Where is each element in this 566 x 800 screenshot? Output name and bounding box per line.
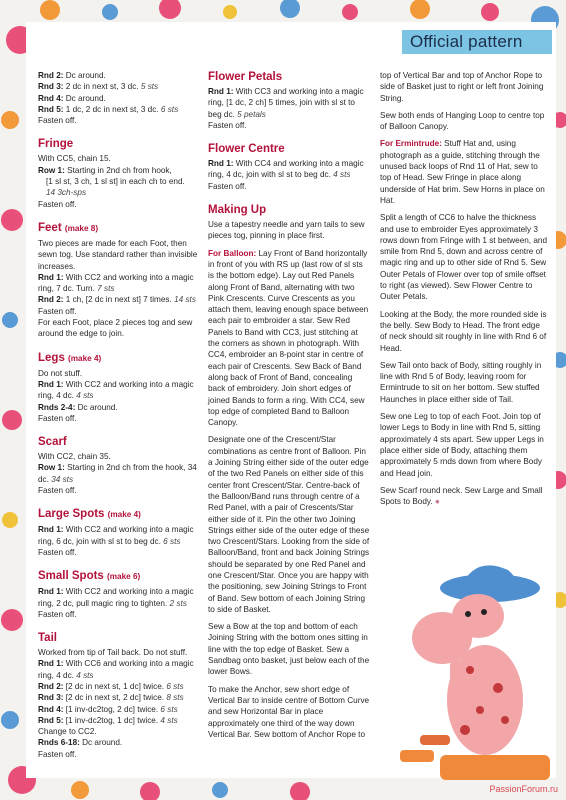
pattern-paragraph: To make the Anchor, sew short edge of Vertical Bar to inside centre of Bottom Curve and sew Horizontal Bar in place approximately one third of the way down Vertical Bar. Sew bottom of Anchor Rope to: [208, 684, 370, 739]
pattern-paragraph: Designate one of the Crescent/Star combinations as centre front of Balloon. Pin a Joining String either side of the outer edge of the two Red Panels on either side of this center front Crescent/Star. Centre-back of the Balloon/Band runs through centre of a Red Panel, with a pair of Crescents/Star either side of it. Pin the other two Joining Strings either side of the outer edge of these two Crescent/Stars. Looking from the side of Balloon/Band, front and back Joining Strings should be separated by one Red Panel and one Crescent/Star. Once you are happy with the positioning, sew Joining Strings to Front of Band. Sew bottom of each Joining String to side of Basket.: [208, 435, 370, 614]
pattern-row: Rnd 2: [2 dc in next st, 1 dc] twice. 6 sts: [38, 681, 184, 691]
pattern-paragraph: Sew Scarf round neck. Sew Large and Small Spots to Body. ●: [380, 485, 543, 507]
pattern-row: Rnd 4: Dc around.: [38, 93, 106, 103]
pattern-row: Rnds 2-4: Dc around.: [38, 402, 118, 412]
pattern-row: Row 1: Starting in 2nd ch from hook,: [38, 165, 172, 175]
pattern-row: Rnd 3: [2 dc in next st, 2 dc] twice. 8 sts: [38, 693, 184, 703]
pattern-text: With CC2, chain 35.: [38, 452, 111, 462]
pattern-text: Use a tapestry needle and yarn tails to sew pieces tog, pinning in place first.: [208, 220, 365, 241]
pattern-text: Fasten off.: [38, 413, 77, 423]
pattern-row: Rnd 1: With CC6 and working into a magic ring, 4 dc. 4 sts: [38, 659, 194, 680]
pattern-text: Fasten off.: [38, 116, 77, 126]
pattern-text: Two pieces are made for each Foot, then sewn tog. Use standard rather than invisible increases.: [38, 238, 198, 271]
ermintrude-toy-illustration: [380, 560, 560, 780]
pattern-row: Rnd 5: 1 dc, 2 dc in next st, 3 dc. 6 sts: [38, 104, 179, 114]
pattern-row: Rnd 4: [1 inv-dc2tog, 2 dc] twice. 6 sts: [38, 704, 178, 714]
column-3: [380, 70, 548, 507]
column-2: [208, 70, 370, 740]
pattern-row: Rnd 1: With CC2 and working into a magic ring, 2 dc, pull magic ring to tighten. 2 sts: [38, 587, 194, 608]
pattern-text: With CC5, chain 15.: [38, 154, 111, 164]
pattern-text: Fasten off.: [38, 609, 77, 619]
pattern-text: Fasten off.: [208, 120, 247, 130]
pattern-text: For each Foot, place 2 pieces tog and sew around the edge to join.: [38, 318, 193, 339]
end-mark-icon: ●: [434, 497, 440, 507]
pattern-row: Rnd 2: 1 ch, [2 dc in next st] 7 times. 14 sts: [38, 295, 196, 305]
pattern-paragraph: top of Vertical Bar and top of Anchor Rope to side of Basket just to right or left front Joining String.: [380, 71, 544, 103]
pattern-row: Rnd 1: With CC3 and working into a magic ring, [1 dc, 2 ch] 5 times, join with sl st to beg dc. 5 petals: [208, 87, 364, 119]
pattern-row: Rnd 1: With CC2 and working into a magic ring, 7 dc. Turn. 7 sts: [38, 272, 194, 294]
pattern-paragraph: Sew both ends of Hanging Loop to centre top of Balloon Canopy.: [380, 110, 545, 132]
pattern-paragraph: Sew Tail onto back of Body, sitting roughly in line with Rnd 5 of Body, leaving room for Ermintrude to sit on her bottom. Sew stuffed Haunches in place either side of Tail.: [380, 360, 542, 404]
pattern-paragraph: Sew one Leg to top of each Foot. Join top of lower Legs to Body in line with Rnd 5, sitting approximately 4 sts apart. Sew upper Legs in place either side of Body, attaching them approximately 5 rnds down from where Body and Head join.: [380, 412, 544, 478]
pattern-text: Worked from tip of Tail back. Do not stuff.: [38, 648, 188, 658]
pattern-paragraph: Sew a Bow at the top and bottom of each Joining String with the bottom ones sitting in line with the top edge of Basket. Sew a Sandbag onto basket, just below each of the lower Bows.: [208, 622, 370, 677]
pattern-row: Rnd 1: With CC2 and working into a magic ring, 6 dc, join with sl st to beg dc. 6 sts: [38, 525, 194, 546]
pattern-text: Fasten off.: [38, 306, 77, 316]
heading-tail: Tail: [38, 632, 57, 645]
pattern-row: Rnd 3: 2 dc in next st, 3 dc. 5 sts: [38, 82, 159, 92]
pattern-paragraph: For Balloon: Lay Front of Band horizontally in front of you with RS up (last row of sl sts is the bottom edge). Lay out Red Panels along Front of Band, alternating with two Pink Crescents. Curve Crescents as you attach them, leaving enough space between each pair to embroider a star. Sew Red Panels to Band with CC3, just stitching at the corners as shown in photograph. With CC4, embroider an 8-point star in centre of each pair of Crescents. Sew Back of Band along back of Front of Band, concealing back of embroidery. Join short edges of joined Bands to form a ring. With CC4, sew top edge of completed Band to Balloon Canopy.: [208, 248, 369, 428]
pattern-text: Fasten off.: [38, 486, 77, 496]
pattern-paragraph: Split a length of CC6 to halve the thickness and use to embroider Eyes approximately 3 rows down from Fringe with 1 st between, and smile from Rnd 5, down and across centre of magic ring and up to other side of Rnd 5. Sew Outer Petals of Flower over top of smile offset to right (as viewed). Sew Flower Centre to Outer Petals.: [380, 213, 548, 302]
pattern-paragraph: For Ermintrude: Stuff Hat and, using photograph as a guide, stitching through the unused back loops of Rnd 11 of Hat, sew to top of Head. Sew Fringe in place along underside of Hat brim. Sew Horns in place on Hat.: [380, 139, 545, 205]
pattern-text: Do not stuff.: [38, 368, 82, 378]
pattern-text: Fasten off.: [38, 199, 77, 209]
heading-scarf: Scarf: [38, 436, 67, 449]
heading-feet: Feet (make 8): [38, 221, 99, 234]
pattern-text: [1 sl st, 3 ch, 1 sl st] in each ch to end.: [46, 177, 185, 187]
heading-flower-centre: Flower Centre: [208, 143, 285, 156]
pattern-row: Rnds 6-18: Dc around.: [38, 738, 123, 748]
pattern-text: Change to CC2.: [38, 727, 97, 737]
stitch-count: 14 3ch-sps: [46, 188, 87, 198]
pattern-row: Rnd 1: With CC2 and working into a magic ring, 4 dc. 4 sts: [38, 379, 194, 401]
pattern-paragraph: Looking at the Body, the more rounded side is the belly. Sew Body to Head. The front edge of neck should sit roughly in line with Rnd 6 of Head.: [380, 309, 547, 353]
column-1: [38, 70, 198, 760]
watermark: PassionForum.ru: [489, 784, 558, 794]
pattern-text: Fasten off.: [208, 181, 247, 191]
heading-making-up: Making Up: [208, 204, 267, 217]
section-banner: Official pattern: [402, 30, 552, 54]
heading-flower-petals: Flower Petals: [208, 71, 283, 83]
heading-fringe: Fringe: [38, 138, 74, 151]
pattern-text: Fasten off.: [38, 749, 77, 759]
pattern-text: Fasten off.: [38, 547, 77, 557]
heading-small-spots: Small Spots (make 6): [38, 570, 141, 583]
pattern-row: Row 1: Starting in 2nd ch from the hook, 34 dc. 34 sts: [38, 463, 197, 484]
pattern-row: Rnd 1: With CC4 and working into a magic ring, 4 dc, join with sl st to beg dc. 4 sts: [208, 159, 364, 180]
heading-legs: Legs (make 4): [38, 351, 102, 364]
pattern-row: Rnd 5: [1 inv-dc2tog, 1 dc] twice. 4 sts: [38, 715, 178, 725]
heading-large-spots: Large Spots (make 4): [38, 508, 141, 521]
pattern-row: Rnd 2: Dc around.: [38, 71, 106, 80]
